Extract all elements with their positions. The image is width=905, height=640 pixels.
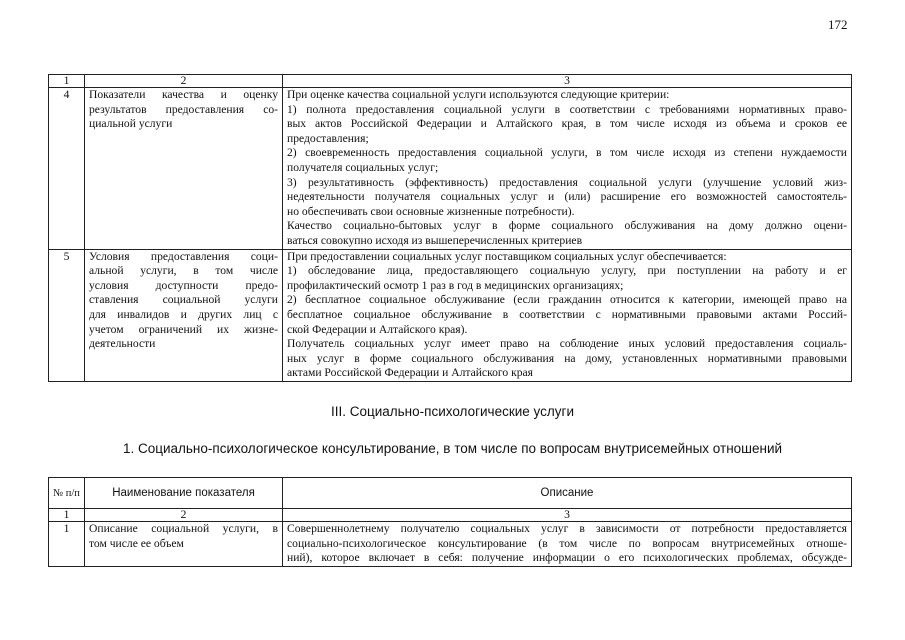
- col-number-1: 1: [49, 75, 85, 88]
- col-number-1: 1: [49, 509, 85, 522]
- col-number-3: 3: [283, 75, 852, 88]
- col-number-3: 3: [283, 509, 852, 522]
- row-number: 1: [49, 522, 85, 567]
- indicator-line: альной услуги, в том числе: [89, 264, 278, 278]
- indicator-line: Описание социальной услуги, в: [89, 522, 278, 535]
- indicator-line: Показатели качества и оценку: [89, 88, 278, 101]
- indicator-line: ставления социальной услуги: [89, 293, 278, 307]
- indicator-line: учетом ограничений их жизне-: [89, 322, 278, 336]
- description-line: бесплатное социальное обслуживание в соответствии с нормативными правовыми актами Россий-: [287, 307, 847, 321]
- col-number-2: 2: [85, 75, 283, 88]
- page-number: 172: [828, 17, 848, 32]
- description-line: 1) полнота предоставления социальной услуги в соответствии с требованиями нормативных право-: [287, 102, 847, 116]
- col-title-number: № п/п: [49, 478, 85, 509]
- description-line: 1) обследование лица, предоставляющего социальную услугу, при поступлении на работу и ег: [287, 264, 847, 278]
- indicator-line: для инвалидов и других лиц с: [89, 307, 278, 321]
- indicator-line: условия доступности предо-: [89, 278, 278, 292]
- indicator-line: результатов предоставления со-: [89, 102, 278, 116]
- indicator-line: том числе ее объем: [89, 536, 184, 550]
- col-number-2: 2: [85, 509, 283, 522]
- description-line: социально-психологическое консультирование (в том числе по вопросам внутрисемейных отноше-: [287, 536, 847, 550]
- description-line: профилактический осмотр 1 раз в год в медицинских организациях;: [287, 278, 624, 292]
- table-row: [49, 88, 852, 250]
- description-cell: [283, 88, 852, 250]
- column-title-row: [49, 478, 852, 509]
- description-line: Качество социально-бытовых услуг в форме социального обслуживания на дому должно оцени-: [287, 219, 847, 233]
- indicator-line: деятельности: [89, 337, 156, 351]
- indicator-line: циальной услуги: [89, 117, 173, 131]
- description-line: При предоставлении социальных услуг поставщиком социальных услуг обеспечивается:: [287, 249, 727, 263]
- description-cell: [283, 249, 852, 381]
- description-line: Совершеннолетнему получателю социальных услуг в зависимости от потребности предоставляется: [287, 522, 847, 535]
- description-line: недеятельности получателя социальных услуг и (или) расширение его возможностей самостоятель-: [287, 190, 847, 204]
- column-number-row: [49, 509, 852, 522]
- description-line: вых актов Российской Федерации и Алтайского края, в том числе исходя из объема и сроков ее: [287, 117, 847, 131]
- description-line: ской Федерации и Алтайского края).: [287, 322, 468, 336]
- description-line: 3) результативность (эффективность) предоставления социальной услуги (улучшение условий жиз-: [287, 175, 847, 189]
- col-title-indicator: Наименование показателя: [85, 478, 283, 509]
- row-number: 5: [49, 249, 85, 381]
- subsection-title: 1. Социально-психологическое консультирование, в том числе по вопросам внутрисемейных отношений: [122, 441, 783, 456]
- description-line: ний), которое включает в себя: получение информации о его психологических проблемах, обсужде-: [287, 551, 847, 565]
- description-line: 2) бесплатное социальное обслуживание (если гражданин относится к категории, имеющей право на: [287, 293, 847, 307]
- consultation-table: [48, 477, 852, 567]
- indicator-cell: [85, 522, 283, 567]
- description-line: актами Российской Федерации и Алтайского края: [287, 366, 533, 380]
- description-line: ваться совокупно исходя из вышеперечисленных критериев: [287, 233, 583, 247]
- column-number-row: [49, 75, 852, 88]
- description-line: получателя социальных услуг;: [287, 160, 439, 174]
- criteria-table: [48, 74, 852, 382]
- section-title: III. Социально-психологические услуги: [330, 404, 574, 419]
- indicator-cell: [85, 249, 283, 381]
- description-line: предоставления;: [287, 131, 369, 145]
- description-line: Получатель социальных услуг имеет право на соблюдение иных условий предоставления социаль-: [287, 337, 847, 351]
- table-row: [49, 249, 852, 381]
- description-line: При оценке качества социальной услуги используются следующие критерии:: [287, 88, 670, 101]
- indicator-cell: [85, 88, 283, 250]
- description-cell: [283, 522, 852, 567]
- row-number: 4: [49, 88, 85, 250]
- indicator-line: Условия предоставления соци-: [89, 249, 278, 263]
- description-line: но обеспечивать свои основные жизненные потребности).: [287, 204, 575, 218]
- description-line: 2) своевременность предоставления социальной услуги, в том числе исходя из степени нуждаемости: [287, 146, 847, 160]
- table-row: [49, 522, 852, 567]
- col-title-description: Описание: [283, 478, 852, 509]
- description-line: ных услуг в форме социального обслуживания на дому, установленных нормативными правовыми: [287, 351, 847, 365]
